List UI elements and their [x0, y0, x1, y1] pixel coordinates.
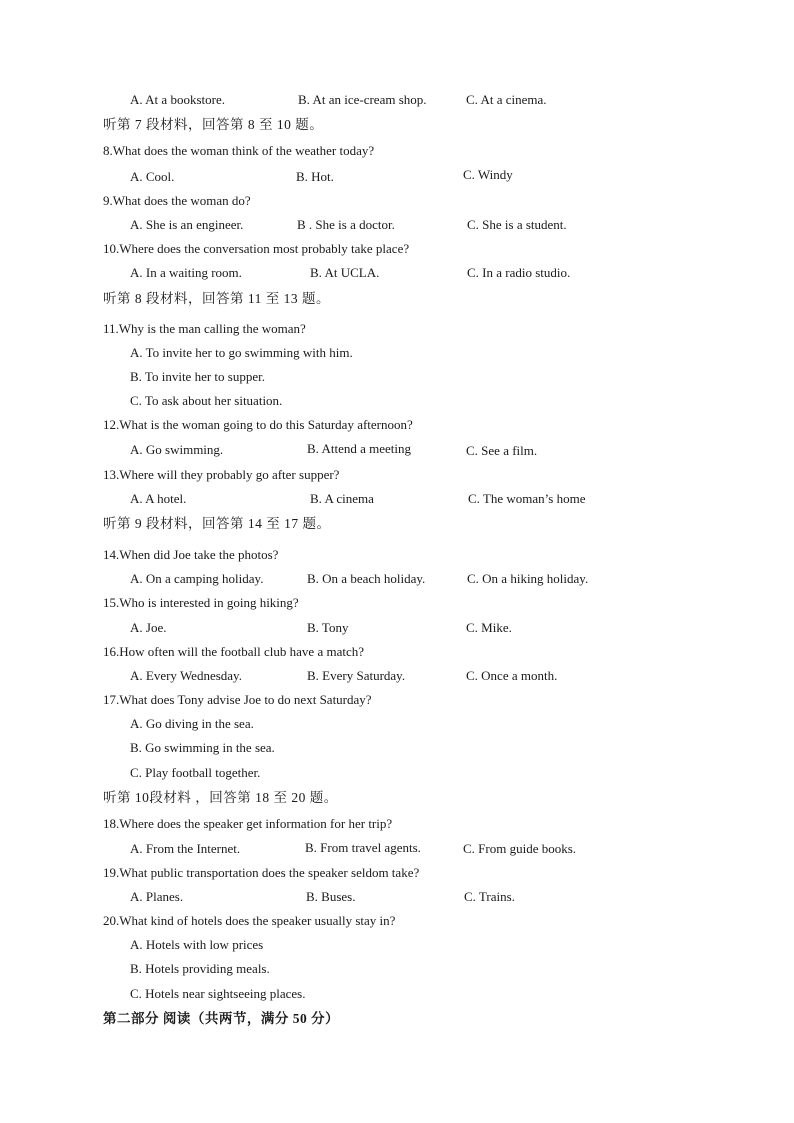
- q9-stem: 9.What does the woman do?: [103, 193, 251, 208]
- q11-option-a: A. To invite her to go swimming with him.: [130, 345, 353, 360]
- q8-option-b: B. Hot.: [296, 169, 334, 184]
- q20-option-a: A. Hotels with low prices: [130, 937, 264, 952]
- q16-option-b: B. Every Saturday.: [307, 668, 406, 683]
- q15-option-a: A. Joe.: [130, 620, 167, 635]
- q18-option-b: B. From travel agents.: [305, 840, 421, 855]
- section-7-heading: 听第 7 段材料，回答第 8 至 10 题。: [103, 117, 324, 132]
- q19-stem: 19.What public transportation does the speaker seldom take?: [103, 865, 420, 880]
- q14-option-b: B. On a beach holiday.: [307, 571, 426, 586]
- q14-stem: 14.When did Joe take the photos?: [103, 547, 279, 562]
- q9-option-b: B . She is a doctor.: [297, 217, 395, 232]
- q13-option-c: C. The woman’s home: [468, 491, 586, 506]
- section-9-heading: 听第 9 段材料，回答第 14 至 17 题。: [103, 516, 331, 531]
- q16-stem: 16.How often will the football club have a match?: [103, 644, 365, 659]
- q17-option-a: A. Go diving in the sea.: [130, 716, 254, 731]
- q18-stem: 18.Where does the speaker get information for her trip?: [103, 816, 393, 831]
- q7-option-b: B. At an ice-cream shop.: [298, 92, 427, 107]
- q19-option-c: C. Trains.: [464, 889, 515, 904]
- q20-option-b: B. Hotels providing meals.: [130, 961, 270, 976]
- q20-stem: 20.What kind of hotels does the speaker usually stay in?: [103, 913, 396, 928]
- q14-option-a: A. On a camping holiday.: [130, 571, 264, 586]
- q13-option-a: A. A hotel.: [130, 491, 187, 506]
- q9-option-a: A. She is an engineer.: [130, 217, 244, 232]
- q15-option-b: B. Tony: [307, 620, 349, 635]
- q8-stem: 8.What does the woman think of the weather today?: [103, 143, 375, 158]
- q7-option-a: A. At a bookstore.: [130, 92, 225, 107]
- q18-option-a: A. From the Internet.: [130, 841, 241, 856]
- q12-option-b: B. Attend a meeting: [307, 441, 411, 456]
- q11-option-c: C. To ask about her situation.: [130, 393, 283, 408]
- q19-option-b: B. Buses.: [306, 889, 356, 904]
- q19-option-a: A. Planes.: [130, 889, 184, 904]
- q14-option-c: C. On a hiking holiday.: [467, 571, 589, 586]
- q15-option-c: C. Mike.: [466, 620, 512, 635]
- q12-option-c: C. See a film.: [466, 443, 538, 458]
- q10-option-a: A. In a waiting room.: [130, 265, 242, 280]
- q13-option-b: B. A cinema: [310, 491, 374, 506]
- q8-option-c: C. Windy: [463, 167, 513, 182]
- q16-option-c: C. Once a month.: [466, 668, 558, 683]
- part-2-heading: 第二部分 阅读（共两节，满分 50 分）: [103, 1011, 340, 1026]
- q13-stem: 13.Where will they probably go after supper?: [103, 467, 340, 482]
- q10-option-b: B. At UCLA.: [310, 265, 380, 280]
- q16-option-a: A. Every Wednesday.: [130, 668, 242, 683]
- section-10-heading: 听第 10段材料 ，回答第 18 至 20 题。: [103, 790, 338, 805]
- q15-stem: 15.Who is interested in going hiking?: [103, 595, 299, 610]
- q11-stem: 11.Why is the man calling the woman?: [103, 321, 306, 336]
- q8-option-a: A. Cool.: [130, 169, 175, 184]
- q9-option-c: C. She is a student.: [467, 217, 567, 232]
- q12-stem: 12.What is the woman going to do this Saturday afternoon?: [103, 417, 413, 432]
- q11-option-b: B. To invite her to supper.: [130, 369, 265, 384]
- q12-option-a: A. Go swimming.: [130, 442, 224, 457]
- section-8-heading: 听第 8 段材料，回答第 11 至 13 题。: [103, 291, 330, 306]
- q10-stem: 10.Where does the conversation most probably take place?: [103, 241, 410, 256]
- q17-option-c: C. Play football together.: [130, 765, 261, 780]
- q10-option-c: C. In a radio studio.: [467, 265, 571, 280]
- q18-option-c: C. From guide books.: [463, 841, 577, 856]
- q20-option-c: C. Hotels near sightseeing places.: [130, 986, 306, 1001]
- q7-option-c: C. At a cinema.: [466, 92, 547, 107]
- q17-stem: 17.What does Tony advise Joe to do next Saturday?: [103, 692, 372, 707]
- q17-option-b: B. Go swimming in the sea.: [130, 740, 275, 755]
